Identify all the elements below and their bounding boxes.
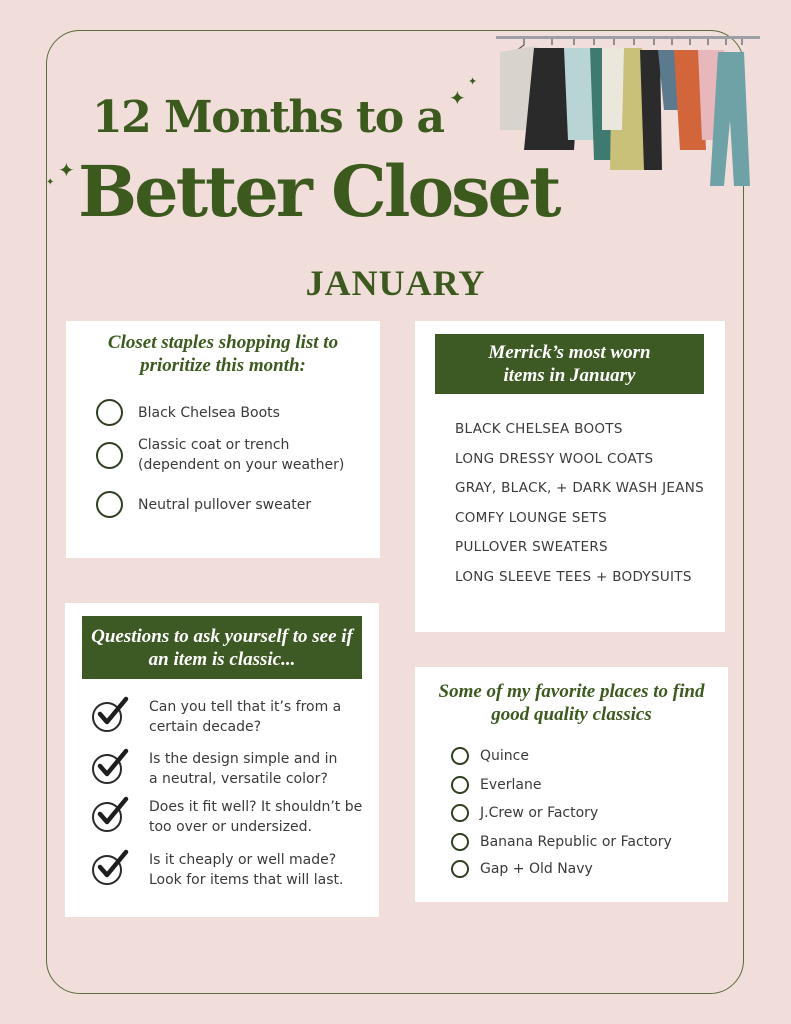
list-item[interactable] [451, 832, 672, 852]
list-item-label: J.Crew or Factory [480, 805, 599, 821]
checkmark-icon [92, 702, 122, 732]
sparkle-icon: ✦ [46, 177, 55, 188]
most-worn-card [415, 321, 725, 632]
list-item[interactable] [451, 775, 541, 795]
list-item[interactable] [96, 491, 311, 518]
checkbox-circle[interactable] [451, 833, 469, 851]
checkmark-icon [92, 855, 122, 885]
favorites-card [415, 667, 728, 902]
list-item: LONG DRESSY WOOL COATS [455, 451, 654, 467]
checkbox-circle[interactable] [96, 399, 123, 426]
list-item: PULLOVER SWEATERS [455, 539, 608, 555]
list-item-label: Black Chelsea Boots [138, 404, 280, 421]
list-item-label: Everlane [480, 777, 542, 793]
list-item: GRAY, BLACK, + DARK WASH JEANS [455, 480, 705, 496]
question-text: Can you tell that it’s from a certain decade? [149, 699, 342, 735]
checkbox-circle[interactable] [451, 804, 469, 822]
sparkle-icon: ✦ [58, 158, 75, 182]
question-text: Is it cheaply or well made? Look for items that will last. [149, 852, 344, 888]
question-item [92, 697, 341, 737]
list-item[interactable] [96, 399, 280, 426]
list-item: BLACK CHELSEA BOOTS [455, 421, 623, 437]
checkbox-circle[interactable] [451, 776, 469, 794]
question-item [92, 797, 362, 837]
month-label: JANUARY [305, 263, 486, 303]
checkmark-icon [92, 802, 122, 832]
list-item: LONG SLEEVE TEES + BODYSUITS [455, 569, 692, 585]
questions-banner: Questions to ask yourself to see if an item is classic... [82, 616, 362, 679]
list-item[interactable] [96, 435, 344, 475]
questions-card [65, 603, 379, 917]
list-item[interactable] [451, 859, 593, 879]
list-item-label: Banana Republic or Factory [480, 834, 672, 850]
title-line-2: Better Closet [78, 150, 559, 233]
title-line-1: 12 Months to a [92, 92, 444, 143]
shopping-list-heading: Closet staples shopping list to prioritize this month: [107, 332, 339, 376]
list-item-label: Neutral pullover sweater [138, 496, 312, 513]
most-worn-banner: Merrick’s most worn items in January [435, 334, 704, 394]
list-item[interactable] [451, 803, 598, 823]
question-item [92, 749, 337, 789]
list-item-label: Quince [480, 748, 529, 764]
shopping-list-card [66, 321, 380, 558]
list-item-label: Gap + Old Navy [480, 861, 593, 877]
checkmark-icon [92, 754, 122, 784]
checkbox-circle[interactable] [451, 860, 469, 878]
sparkle-icon: ✦ [468, 75, 478, 88]
list-item[interactable] [451, 746, 529, 766]
checkbox-circle[interactable] [96, 491, 123, 518]
list-item: COMFY LOUNGE SETS [455, 510, 607, 526]
checkbox-circle[interactable] [96, 442, 123, 469]
question-item [92, 850, 343, 890]
question-text: Does it fit well? It shouldn’t be too over or undersized. [149, 799, 363, 835]
sparkle-icon: ✦ [449, 86, 466, 110]
favorites-heading: Some of my favorite places to find good quality classics [438, 681, 705, 725]
list-item-label: Classic coat or trench (dependent on your weather) [138, 437, 345, 473]
question-text: Is the design simple and in a neutral, versatile color? [149, 751, 338, 787]
checkbox-circle[interactable] [451, 747, 469, 765]
